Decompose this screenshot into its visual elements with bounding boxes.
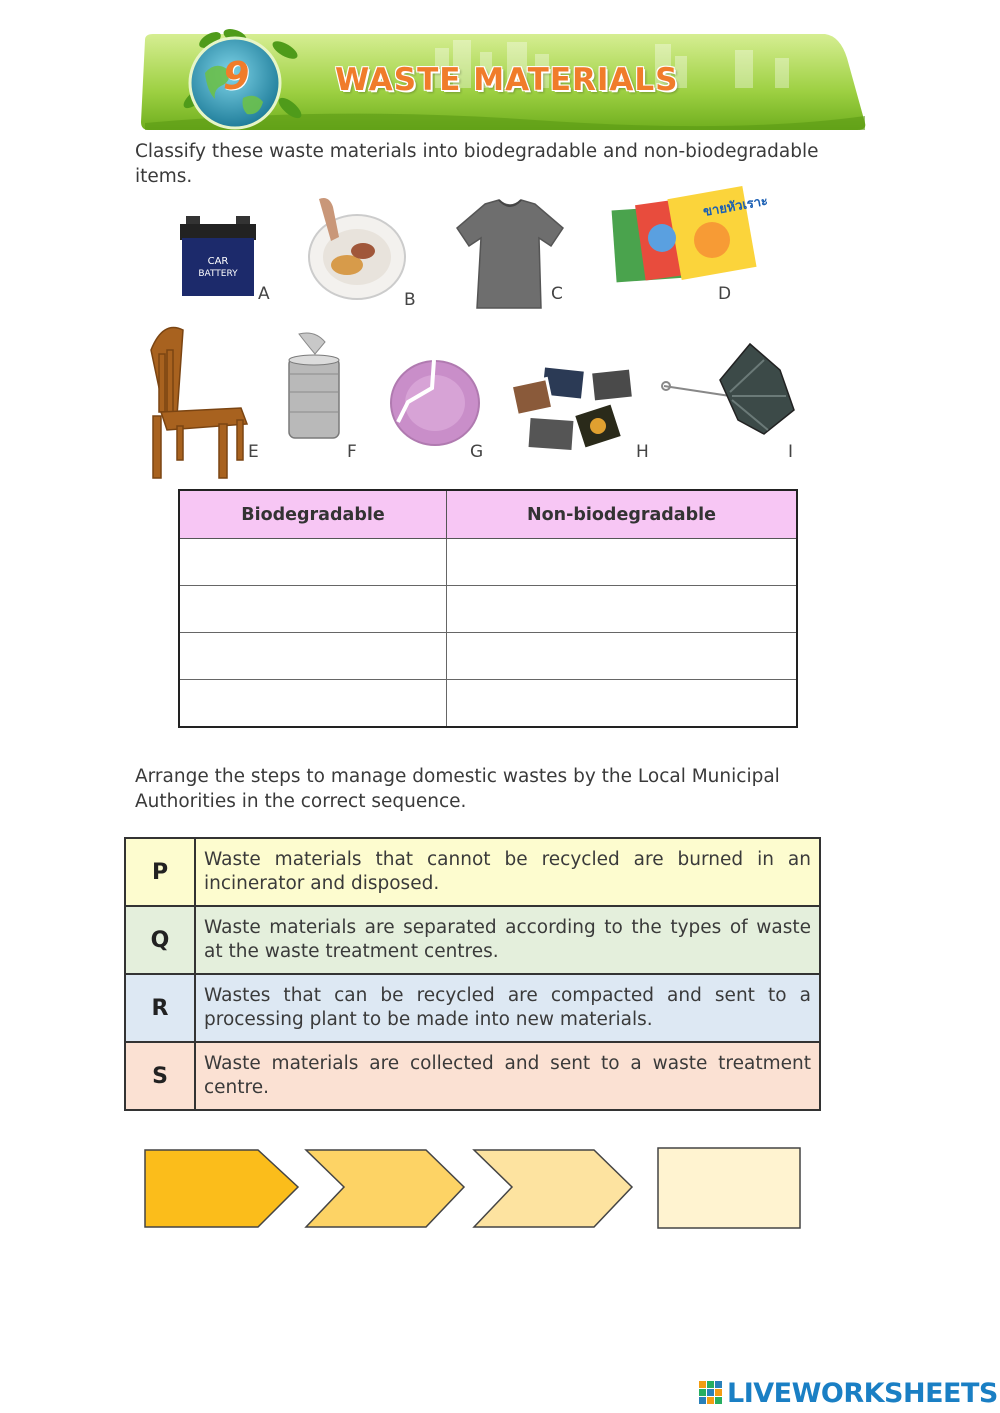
non-biodegradable-answer-cell[interactable] [447, 586, 798, 633]
comic-title: ขายหัวเราะ [702, 193, 770, 220]
biodegradable-answer-cell[interactable] [179, 586, 447, 633]
table-row [179, 539, 797, 586]
tin-can-icon [285, 332, 343, 442]
item-label-e: E [248, 442, 259, 462]
item-label-c: C [551, 284, 563, 304]
page-title: WASTE MATERIALS [335, 62, 679, 98]
biodegradable-answer-cell[interactable] [179, 680, 447, 728]
step-row-q [125, 906, 820, 974]
step-row-s [125, 1042, 820, 1110]
header-banner [135, 28, 870, 136]
battery-label-line1: CAR [207, 256, 229, 267]
sequence-instruction: Arrange the steps to manage domestic wastes by the Local Municipal Authorities in the correct sequence. [135, 766, 780, 812]
item-label-a: A [258, 284, 270, 304]
item-label-d: D [718, 284, 732, 304]
item-label-h: H [636, 442, 649, 462]
comic-books-icon [612, 188, 770, 288]
step-row-p [125, 838, 820, 906]
steps-table [124, 837, 821, 1111]
step-text: Waste materials are separated according to the types of waste at the waste treatment centres. [195, 906, 820, 974]
t-shirt-icon [455, 198, 565, 310]
step-text: Waste materials are collected and sent to a waste treatment centre. [195, 1042, 820, 1110]
step-letter: R [125, 974, 195, 1042]
biodegradable-answer-cell[interactable] [179, 539, 447, 586]
item-label-f: F [347, 442, 357, 462]
table-header-row [179, 490, 797, 539]
food-plate-icon [305, 195, 410, 305]
broken-plate-icon [388, 358, 483, 448]
table-row [179, 680, 797, 728]
biodegradable-answer-cell[interactable] [179, 633, 447, 680]
non-biodegradable-header: Non-biodegradable [447, 490, 798, 539]
non-biodegradable-answer-cell[interactable] [447, 680, 798, 728]
classification-table [178, 489, 798, 728]
step-letter: P [125, 838, 195, 906]
wooden-chair-icon [143, 320, 251, 480]
step-letter: Q [125, 906, 195, 974]
biodegradable-header: Biodegradable [179, 490, 447, 539]
sequence-box-1[interactable] [145, 1150, 298, 1227]
item-label-i: I [788, 442, 794, 462]
item-label-g: G [470, 442, 484, 462]
car-battery-icon [178, 212, 258, 302]
brand-name: LIVEWORKSHEETS [727, 1377, 998, 1409]
battery-label-line2: BATTERY [198, 269, 238, 279]
non-biodegradable-answer-cell[interactable] [447, 539, 798, 586]
logo-grid-icon [698, 1380, 724, 1406]
step-text: Wastes that can be recycled are compacted and sent to a processing plant to be made into new materials. [195, 974, 820, 1042]
lesson-number: 9 [223, 54, 250, 98]
step-text: Waste materials that cannot be recycled are burned in an incinerator and disposed. [195, 838, 820, 906]
non-biodegradable-answer-cell[interactable] [447, 633, 798, 680]
table-row [179, 633, 797, 680]
photographs-icon [508, 362, 638, 454]
sequence-box-2[interactable] [306, 1150, 464, 1227]
step-letter: S [125, 1042, 195, 1110]
classify-instruction: Classify these waste materials into biodegradable and non-biodegradable items. [135, 141, 819, 187]
table-row [179, 586, 797, 633]
liveworksheets-logo [698, 1376, 998, 1410]
item-label-b: B [404, 290, 416, 310]
sequence-flow [140, 1145, 810, 1235]
step-row-r [125, 974, 820, 1042]
sequence-box-3[interactable] [474, 1150, 632, 1227]
sequence-box-4[interactable] [658, 1148, 800, 1228]
broken-umbrella-icon [660, 340, 796, 440]
